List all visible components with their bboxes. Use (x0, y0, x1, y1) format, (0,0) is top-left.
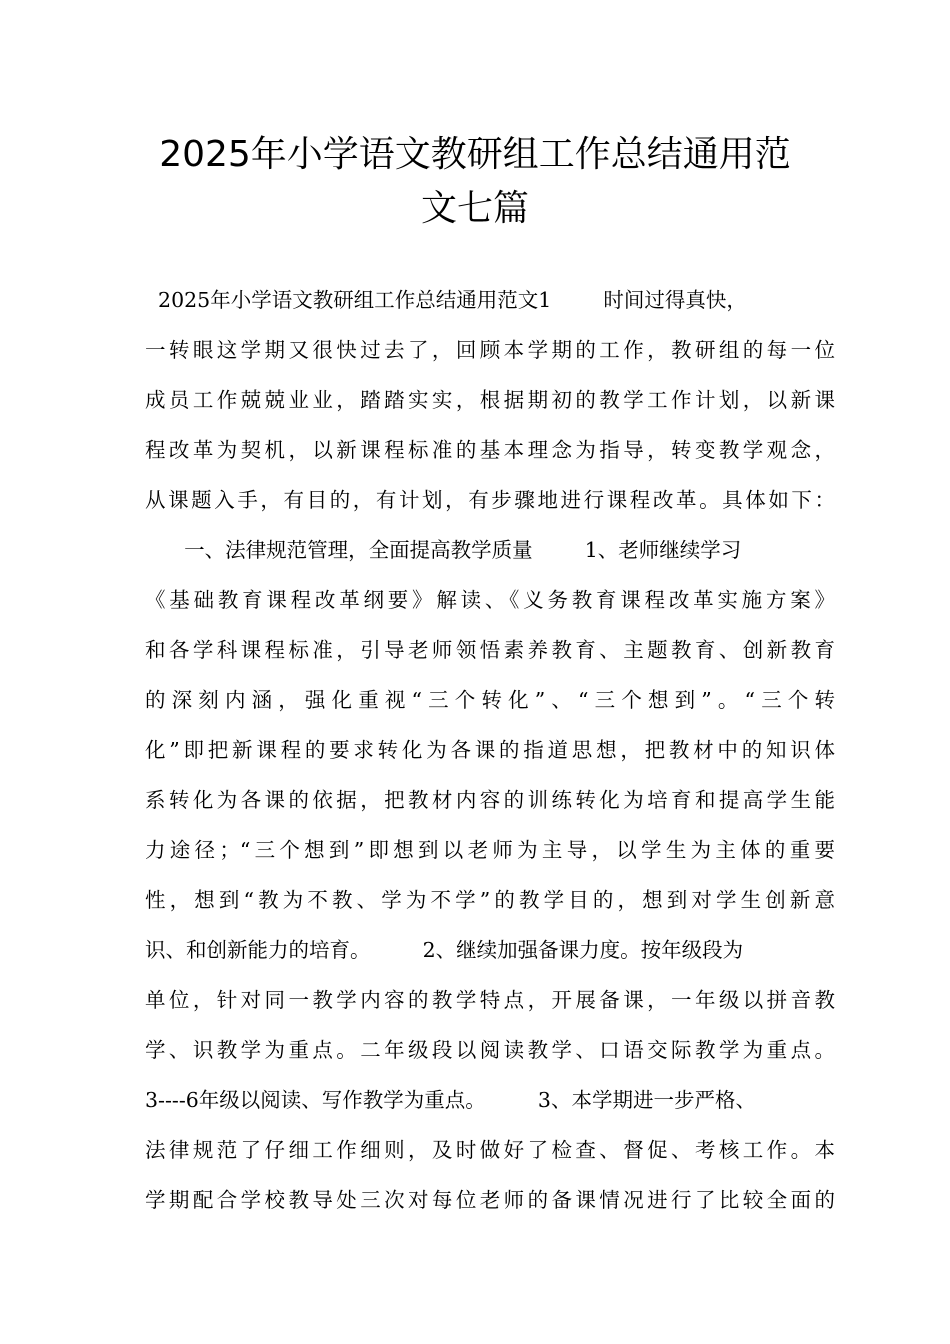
body-line-10: 化”即把新课程的要求转化为各课的指道思想，把教材中的知识体 (145, 738, 835, 762)
body-line-1: 2025年小学语文教研组工作总结通用范文1 时间过得真快， (145, 288, 747, 312)
body-line-13: 性，想到“教为不教、学为不学”的教学目的，想到对学生创新意 (145, 888, 835, 912)
body-line-15: 单位，针对同一教学内容的教学特点，开展备课，一年级以拼音教 (145, 988, 835, 1012)
body-line-7: 《基础教育课程改革纲要》解读、《义务教育课程改革实施方案》 (145, 588, 835, 612)
body-line-2: 一转眼这学期又很快过去了，回顾本学期的工作，教研组的每一位 (145, 338, 835, 362)
body-line-17: 3----6年级以阅读、写作教学为重点。 3、本学期进一步严格、 (145, 1088, 756, 1112)
body-line-14: 识、和创新能力的培育。 2、继续加强备课力度。按年级段为 (145, 938, 744, 962)
body-line-18: 法律规范了仔细工作细则，及时做好了检查、督促、考核工作。本 (145, 1138, 835, 1162)
title-line-1: 2025年小学语文教研组工作总结通用范 (159, 134, 791, 175)
body-line-5: 从课题入手，有目的，有计划，有步骤地进行课程改革。具体如下： (145, 488, 835, 512)
title-line-2: 文七篇 (420, 188, 529, 229)
body-line-3: 成员工作兢兢业业，踏踏实实，根据期初的教学工作计划，以新课 (145, 388, 835, 412)
body-line-11: 系转化为各课的依据，把教材内容的训练转化为培育和提高学生能 (145, 788, 835, 812)
body-line-12: 力途径；“三个想到”即想到以老师为主导，以学生为主体的重要 (145, 838, 835, 862)
body-line-4: 程改革为契机，以新课程标准的基本理念为指导，转变教学观念， (145, 438, 835, 462)
body-line-8: 和各学科课程标准，引导老师领悟素养教育、主题教育、创新教育 (145, 638, 835, 662)
body-line-16: 学、识教学为重点。二年级段以阅读教学、口语交际教学为重点。 (145, 1038, 835, 1062)
body-line-6: 一、法律规范管理，全面提高教学质量 1、老师继续学习 (145, 538, 742, 562)
body-line-19: 学期配合学校教导处三次对每位老师的备课情况进行了比较全面的 (145, 1188, 835, 1212)
body-line-9: 的深刻内涵，强化重视“三个转化”、“三个想到”。“三个转 (145, 688, 835, 712)
